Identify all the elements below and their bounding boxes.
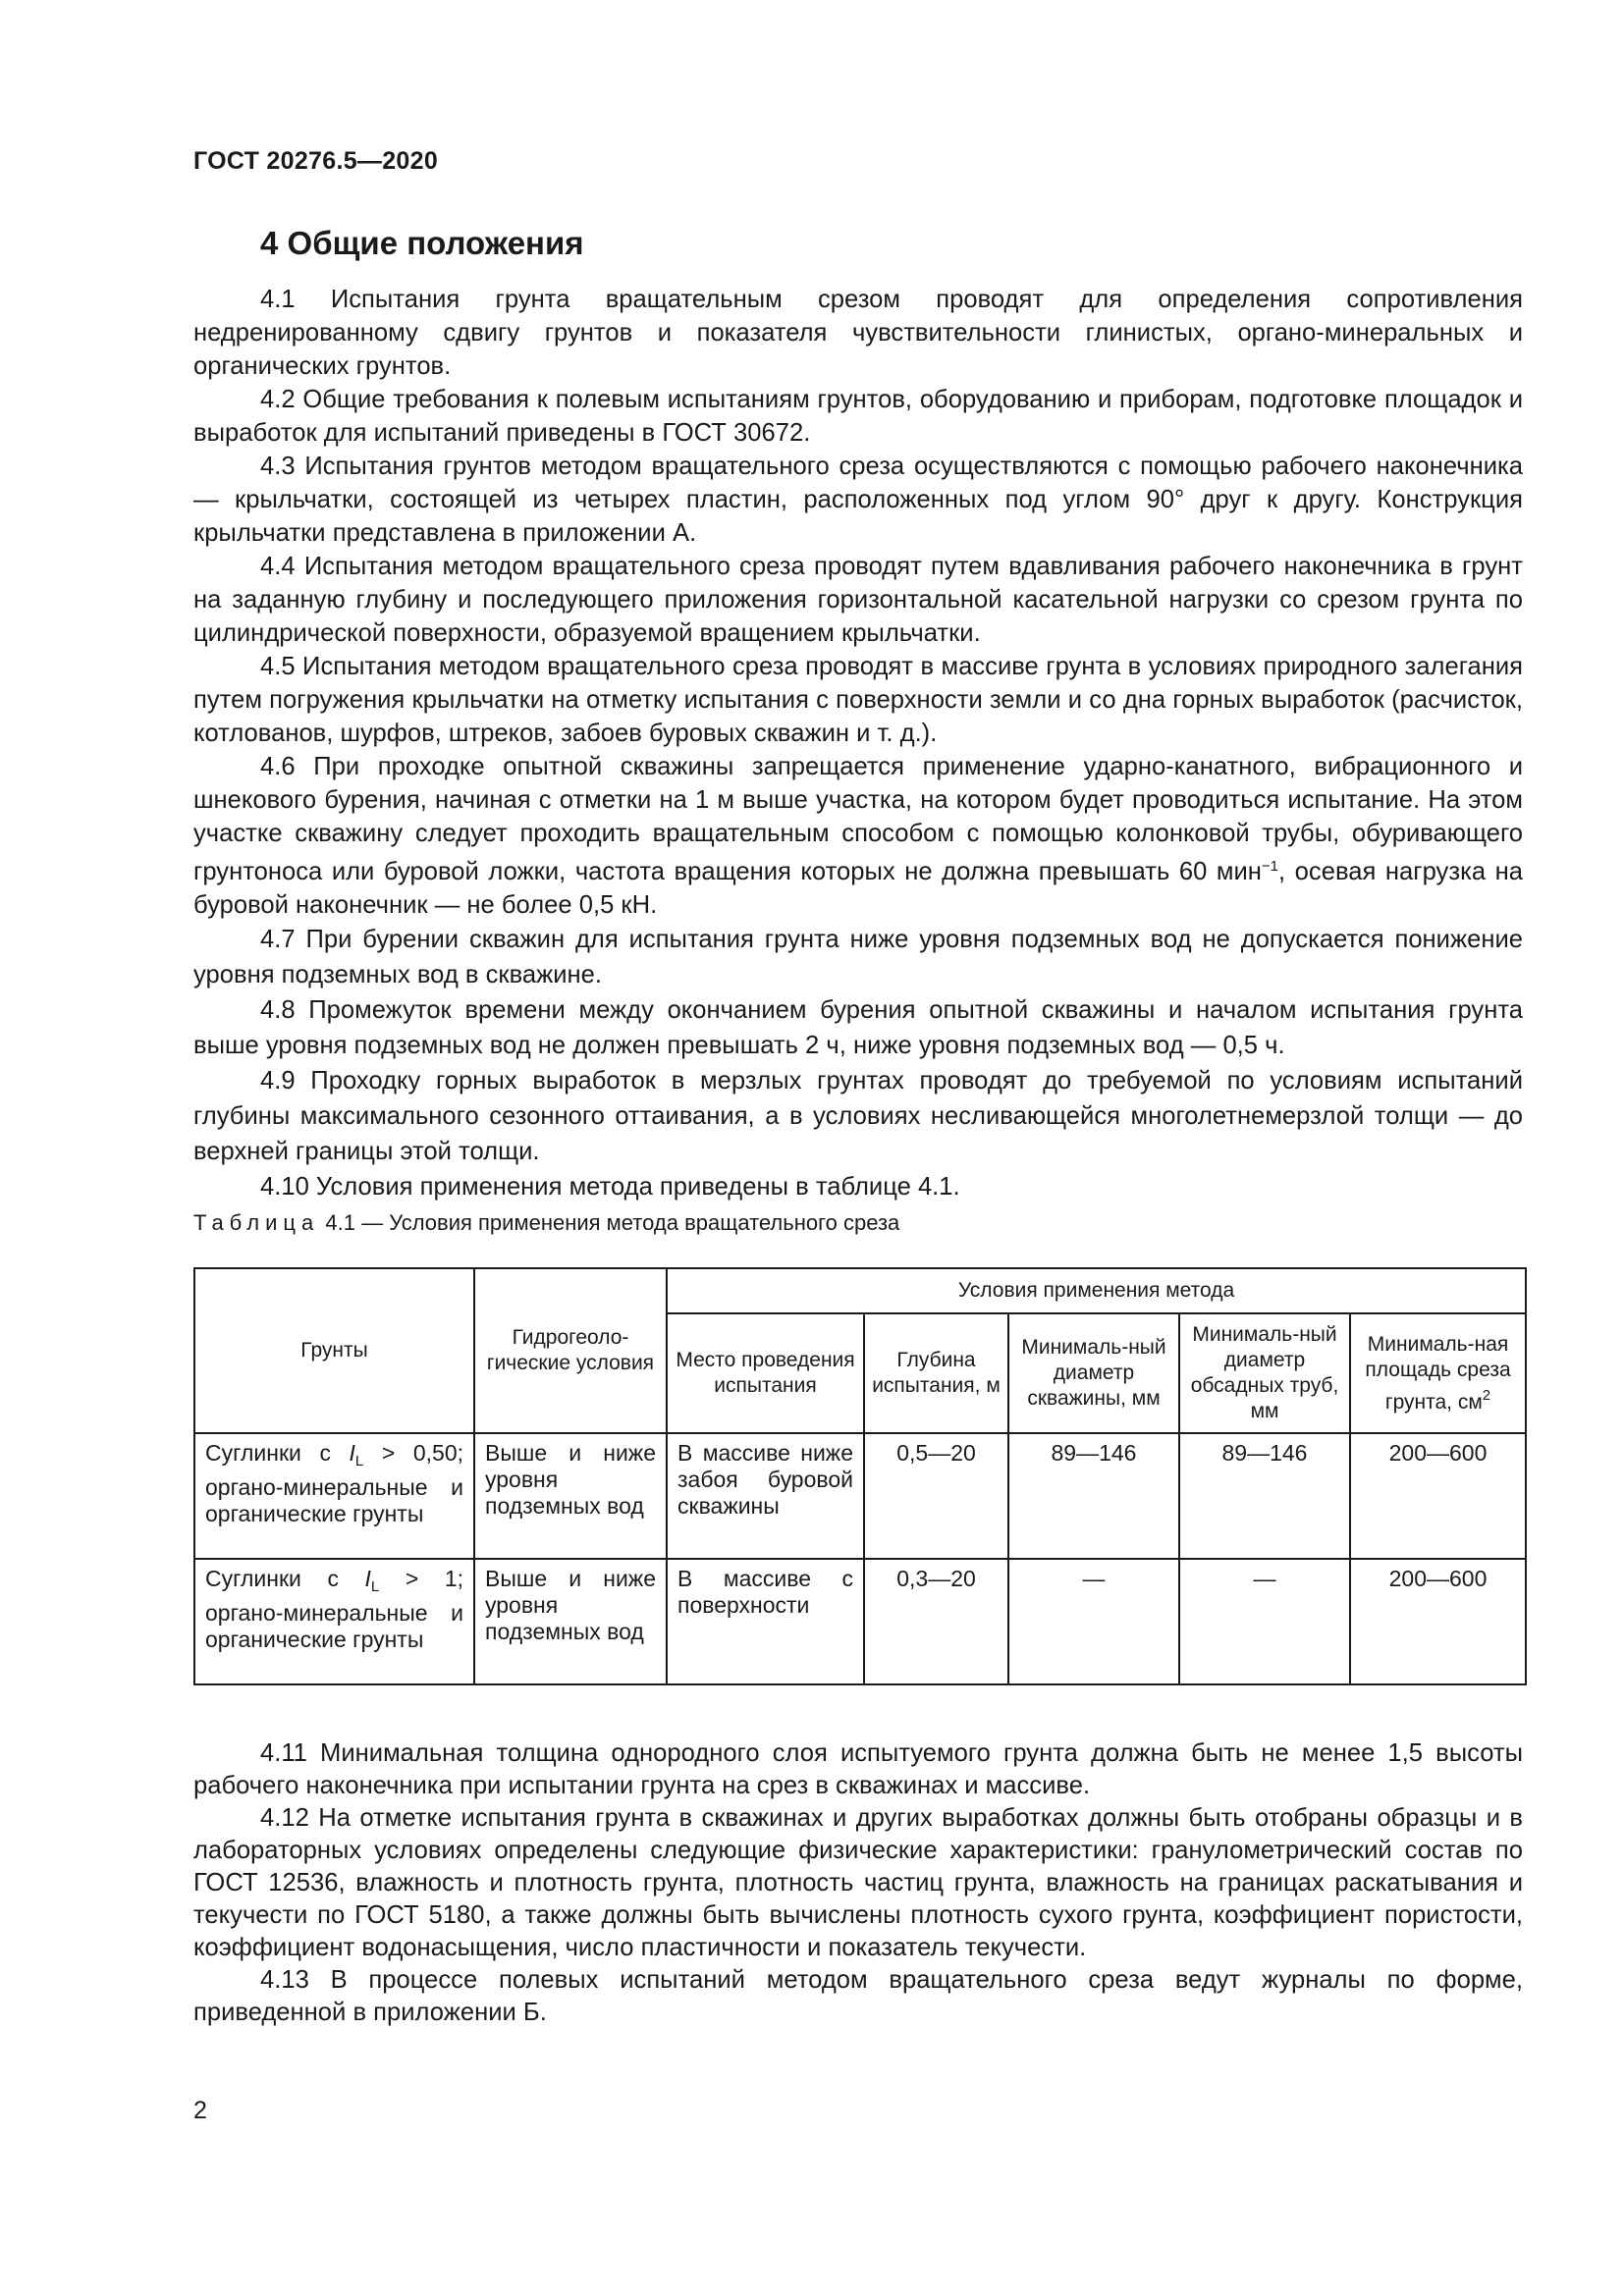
page-number: 2 <box>193 2097 207 2124</box>
header-min-area <box>1350 1313 1526 1433</box>
cell-casing-diameter: — <box>1179 1559 1350 1684</box>
cell-soil-prefix: Суглинки с <box>205 1566 365 1591</box>
cell-soil-var: I <box>364 1566 371 1591</box>
paragraph-4-6-tail: , осевая нагрузка на буровой наконечник — не более 0,5 кН. <box>193 858 1523 919</box>
cell-soil-sub: L <box>370 1578 380 1595</box>
cell-well-diameter: 89—146 <box>1008 1433 1179 1559</box>
paragraph-4-6-text: 4.6 При проходке опытной скважины запрещается применение ударно-канатного, вибрационного и шнекового бурения, начиная с отметки на 1 м выше участка, на котором будет проводиться испытание. На этом участке скважину следует проходить вращательным способом с помощью колонковой трубы, обуривающего грунтоноса или буровой ложки, частота вращения которых не должна превышать 60 мин <box>193 753 1523 885</box>
header-soils: Грунты <box>194 1268 474 1433</box>
conditions-table <box>193 1267 1527 1685</box>
header-depth: Глубина испытания, м <box>864 1313 1008 1433</box>
paragraph-4-1: 4.1 Испытания грунта вращательным срезом проводят для определения сопротивления недренированному сдвигу грунтов и показателя чувствительности глинистых, органо-минеральных и органических грунтов. <box>193 286 1523 380</box>
cell-depth: 0,3—20 <box>864 1559 1008 1684</box>
table-header-row-1 <box>194 1268 1526 1313</box>
cell-soil-prefix: Суглинки с <box>205 1440 350 1466</box>
cell-soil <box>194 1433 474 1559</box>
paragraph-4-11: 4.11 Минимальная толщина однородного слоя испытуемого грунта должна быть не менее 1,5 высоты рабочего наконечника при испытании грунта на срез в скважинах и массиве. <box>193 1739 1523 1799</box>
standard-code: ГОСТ 20276.5—2020 <box>193 147 439 175</box>
section-title: 4 Общие положения <box>260 225 584 261</box>
table-caption-text: 4.1 — Условия применения метода вращательного среза <box>325 1210 900 1235</box>
header-min-area-text: Минималь-ная площадь среза грунта, см <box>1365 1332 1511 1414</box>
cell-soil-suffix: > 0,50; органо-минеральные и органические грунты <box>205 1440 463 1526</box>
table-caption-label: Таблица <box>193 1210 320 1235</box>
header-min-area-sup: 2 <box>1482 1386 1491 1404</box>
cell-soil-var: I <box>349 1440 355 1466</box>
table-row <box>194 1433 1526 1559</box>
cell-hydro: Выше и ниже уровня подземных вод <box>474 1559 667 1684</box>
paragraph-4-2: 4.2 Общие требования к полевым испытаниям грунтов, оборудованию и приборам, подготовке площадок и выработок для испытаний приведены в ГОСТ 30672. <box>193 386 1523 447</box>
cell-casing-diameter: 89—146 <box>1179 1433 1350 1559</box>
table-caption <box>193 1210 899 1236</box>
paragraph-4-9: 4.9 Проходку горных выработок в мерзлых грунтах проводят до требуемой по условиям испытаний глубины максимального сезонного оттаивания, а в условиях несливающейся многолетнемерзлой толщи — до верхней границы этой толщи. <box>193 1067 1523 1165</box>
cell-soil-suffix: > 1; органо-минеральные и органические грунты <box>205 1566 463 1652</box>
paragraph-4-3: 4.3 Испытания грунтов методом вращательного среза осуществляются с помощью рабочего наконечника — крыльчатки, состоящей из четырех пластин, расположенных под углом 90° друг к другу. Конструкция крыльчатки представлена в приложении А. <box>193 453 1523 547</box>
cell-hydro: Выше и ниже уровня подземных вод <box>474 1433 667 1559</box>
section-body-bottom <box>193 1737 1523 2029</box>
cell-min-area: 200—600 <box>1350 1559 1526 1684</box>
cell-place: В массиве с поверхности <box>667 1559 864 1684</box>
paragraph-4-13: 4.13 В процессе полевых испытаний методом вращательного среза ведут журналы по форме, приведенной в приложении Б. <box>193 1966 1523 2026</box>
paragraph-4-6-superscript: −1 <box>1261 858 1279 875</box>
paragraph-4-4: 4.4 Испытания методом вращательного среза проводят путем вдавливания рабочего наконечника в грунт на заданную глубину и последующего приложения горизонтальной касательной нагрузки со срезом грунта по цилиндрической поверхности, образуемой вращением крыльчатки. <box>193 553 1523 647</box>
paragraph-4-5: 4.5 Испытания методом вращательного среза проводят в массиве грунта в условиях природного залегания путем погружения крыльчатки на отметку испытания с поверхности земли и со дна горных выработок (расчисток, котлованов, шурфов, штреков, забоев буровых скважин и т. д.). <box>193 653 1523 747</box>
paragraph-4-8: 4.8 Промежуток времени между окончанием бурения опытной скважины и началом испытания грунта выше уровня подземных вод не должен превышать 2 ч, ниже уровня подземных вод — 0,5 ч. <box>193 996 1523 1059</box>
paragraph-4-6 <box>193 750 1523 922</box>
header-place: Место проведения испытания <box>667 1313 864 1433</box>
table-row <box>194 1559 1526 1684</box>
cell-well-diameter: — <box>1008 1559 1179 1684</box>
cell-place: В массиве ниже забоя буровой скважины <box>667 1433 864 1559</box>
paragraph-4-12: 4.12 На отметке испытания грунта в скважинах и других выработках должны быть отобраны образцы и в лабораторных условиях определены следующие физические характеристики: гранулометрический состав по ГОСТ 12536, влажность и плотность грунта, плотность частиц грунта, влажность на границах раскатывания и текучести по ГОСТ 5180, а также должны быть вычислены плотность сухого грунта, коэффициент пористости, коэффициент водонасыщения, число пластичности и показатель текучести. <box>193 1804 1523 1961</box>
header-well-diameter: Минималь-ный диаметр скважины, мм <box>1008 1313 1179 1433</box>
header-group: Условия применения метода <box>667 1268 1526 1313</box>
section-body-top <box>193 283 1523 1204</box>
cell-depth: 0,5—20 <box>864 1433 1008 1559</box>
cell-min-area: 200—600 <box>1350 1433 1526 1559</box>
header-hydro: Гидрогеоло-гические условия <box>474 1268 667 1433</box>
cell-soil-sub: L <box>354 1453 364 1469</box>
header-casing-diameter: Минималь-ный диаметр обсадных труб, мм <box>1179 1313 1350 1433</box>
cell-soil <box>194 1559 474 1684</box>
paragraph-4-7: 4.7 При бурении скважин для испытания грунта ниже уровня подземных вод не допускается понижение уровня подземных вод в скважине. <box>193 926 1523 988</box>
paragraph-4-10: 4.10 Условия применения метода приведены в таблице 4.1. <box>260 1173 960 1201</box>
